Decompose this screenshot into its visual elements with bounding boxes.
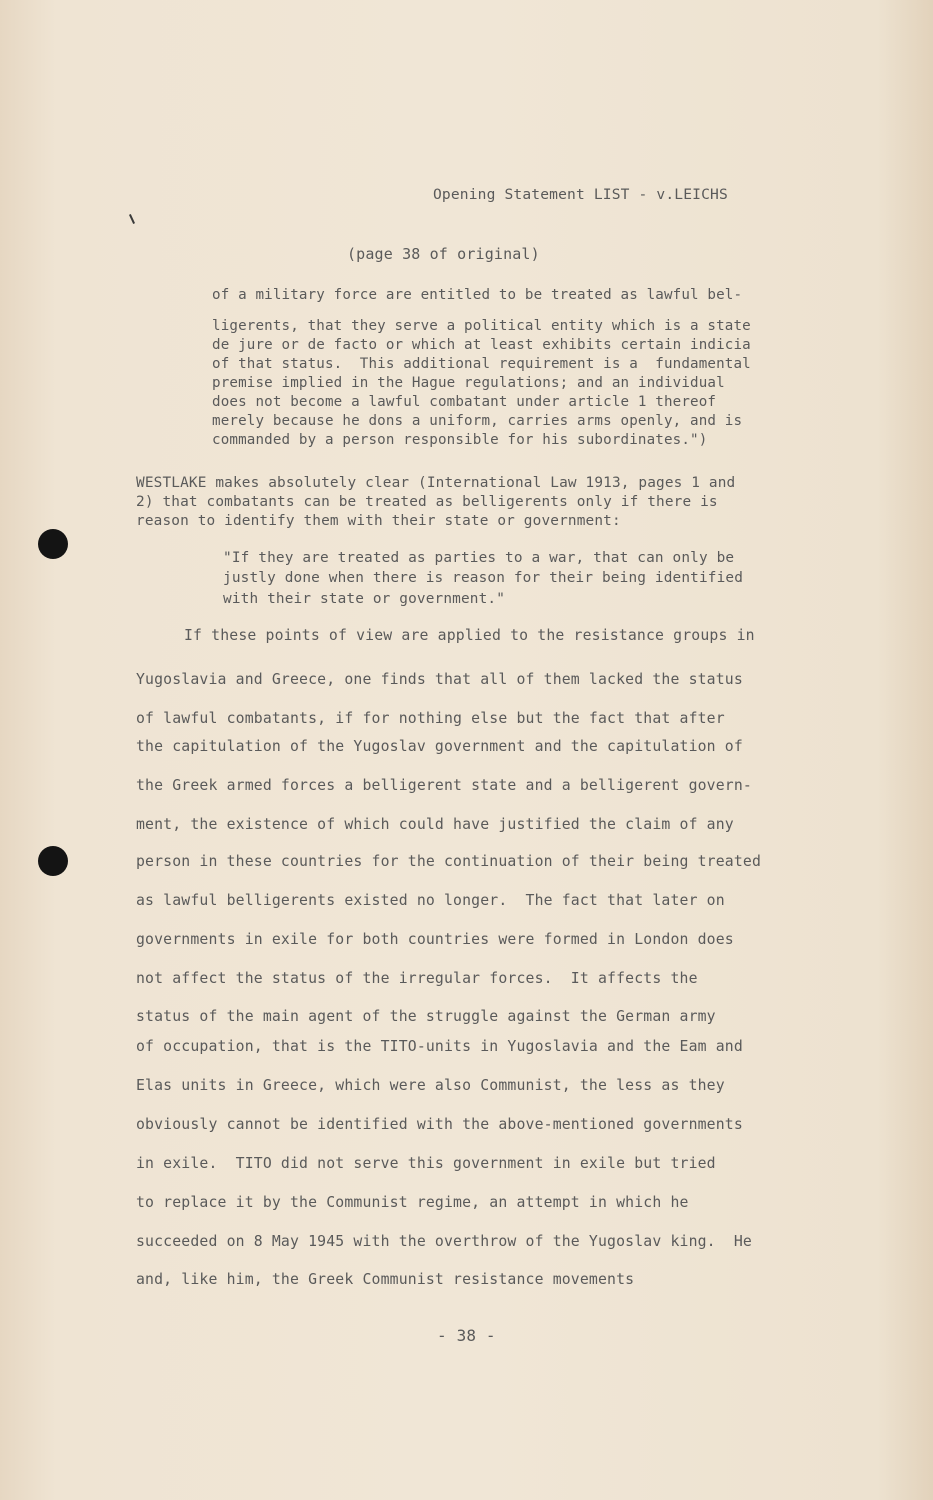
body-line: Elas units in Greece, which were also Communist, the less as they — [136, 1077, 725, 1094]
body-line: succeeded on 8 May 1945 with the overthrow of the Yugoslav king. He — [136, 1233, 752, 1250]
body-line: the capitulation of the Yugoslav government and the capitulation of — [136, 738, 743, 755]
body-line: obviously cannot be identified with the above-mentioned governments — [136, 1116, 743, 1133]
punch-hole-lower — [38, 846, 68, 876]
body-line: as lawful belligerents existed no longer. The fact that later on — [136, 892, 725, 909]
quote-line: ligerents, that they serve a political entity which is a state — [212, 318, 751, 334]
body-line: of lawful combatants, if for nothing else but the fact that after — [136, 710, 725, 727]
body-line: ment, the existence of which could have justified the claim of any — [136, 816, 734, 833]
body-line: and, like him, the Greek Communist resistance movements — [136, 1271, 635, 1288]
body-line: not affect the status of the irregular forces. It affects the — [136, 970, 698, 987]
quote-line: premise implied in the Hague regulations; and an individual — [212, 375, 725, 391]
body-line: status of the main agent of the struggle against the German army — [136, 1008, 716, 1025]
quote-line: does not become a lawful combatant under article 1 thereof — [212, 394, 717, 410]
body-line: the Greek armed forces a belligerent state and a belligerent govern- — [136, 777, 752, 794]
body-line: person in these countries for the continuation of their being treated — [136, 853, 762, 870]
body-line: Yugoslavia and Greece, one finds that all of them lacked the status — [136, 671, 743, 688]
body-line: governments in exile for both countries were formed in London does — [136, 931, 734, 948]
quote-line: commanded by a person responsible for his subordinates.") — [212, 432, 708, 448]
body-line: to replace it by the Communist regime, an attempt in which he — [136, 1194, 689, 1211]
pen-mark — [129, 214, 135, 224]
paragraph-line: WESTLAKE makes absolutely clear (International Law 1913, pages 1 and — [136, 475, 736, 491]
paragraph-line: 2) that combatants can be treated as belligerents only if there is — [136, 494, 718, 510]
quote-line: de jure or de facto or which at least exhibits certain indicia — [212, 337, 751, 353]
quote-line: merely because he dons a uniform, carries arms openly, and is — [212, 413, 743, 429]
body-line: of occupation, that is the TITO-units in Yugoslavia and the Eam and — [136, 1038, 743, 1055]
body-line: If these points of view are applied to the resistance groups in — [184, 627, 755, 644]
document-header: Opening Statement LIST - v.LEICHS — [433, 186, 728, 203]
paragraph-line: reason to identify them with their state or government: — [136, 513, 621, 529]
quote-line: of a military force are entitled to be treated as lawful bel- — [212, 287, 743, 303]
quote-line: justly done when there is reason for their being identified — [223, 570, 744, 586]
quote-line: "If they are treated as parties to a war, that can only be — [223, 550, 735, 566]
quote-line: of that status. This additional requirement is a fundamental — [212, 356, 751, 372]
quote-line: with their state or government." — [223, 591, 506, 607]
punch-hole-upper — [38, 529, 68, 559]
page-number: - 38 - — [437, 1326, 496, 1345]
page-reference: (page 38 of original) — [347, 245, 540, 263]
body-line: in exile. TITO did not serve this government in exile but tried — [136, 1155, 716, 1172]
